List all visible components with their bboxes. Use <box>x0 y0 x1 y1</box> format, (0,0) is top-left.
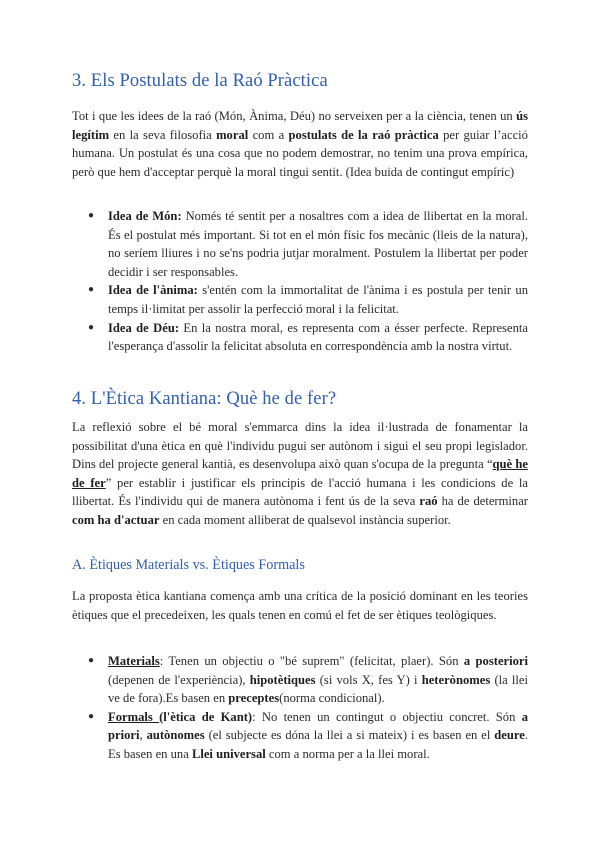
list-item: ● Idea de l'ànima: s'entén com la immortalitat de l'ànima i es postula per tenir un temps il·limitat per assolir la perfecció moral i la felicitat. <box>88 283 528 316</box>
bullet-icon: ● <box>88 284 95 296</box>
section-4-intro: La reflexió sobre el bé moral s'emmarca dins la idea il·lustrada de fonamentar la possibilitat d'una ètica en què l'individu pugui ser autònom i sigui el seu propi legislador. Dins del projecte general kantià, es desenvolupa això quan s'ocupa de la pregunta “què he de fer” per establir i justificar els principis de l'acció humana i les condicions de la llibertat. És l'individu qui de manera autònoma i fent ús de la seva raó ha de determinar com ha d'actuar en cada moment alliberat de qualsevol instància superior. <box>72 420 529 527</box>
list-item: ● Idea de Déu: En la nostra moral, es representa com a ésser perfecte. Representa l'esperança d'assolir la felicitat absoluta en correspondència amb la nostra virtut. <box>88 320 528 354</box>
section-3-intro: Tot i que les idees de la raó (Món, Ànima, Déu) no serveixen per a la ciència, tenen un ús legítim en la seva filosofia moral com a postulats de la raó pràctica per guiar l’acció humana. Un postulat és una cosa que no podem demostrar, no tenim una prova empírica, però que hem d'acceptar perquè la moral tingui sentit. (Idea buida de contingut empíric) <box>72 109 528 179</box>
list-item: ● Materials: Tenen un objectiu o "bé suprem" (felicitat, plaer). Són a posteriori (depenen de l'experiència), hipotètiques (si vols X, fes Y) i heterònomes (la llei ve de fora).Es basen en preceptes(norma condicional). <box>88 654 529 706</box>
list-item: ● Formals (l'ètica de Kant): No tenen un contingut o objectiu concret. Són a priori, autònomes (el subjecte es dóna la llei a si mateix) i es basen en el deure. Es basen en una Llei universal com a norma per a la llei moral. <box>88 709 528 761</box>
section-3-heading: 3. Els Postulats de la Raó Pràctica <box>72 71 328 91</box>
bullet-icon: ● <box>88 655 95 666</box>
bullet-icon: ● <box>88 321 95 333</box>
subsection-a-heading: A. Ètiques Materials vs. Ètiques Formals <box>72 557 305 573</box>
list-item: ● Idea de Món: Només té sentit per a nosaltres com a idea de llibertat en la moral. És el postulat més important. Si tot en el món físic fos mecànic (lleis de la natura), no seríem lliures i no se'ns podria jutjar moralment. Postulem la llibertat per poder decidir i ser responsables. <box>88 209 528 279</box>
subsection-a-intro: La proposta ètica kantiana comença amb una crítica de la posició dominant en les teories ètiques que el precedeixen, les quals tenen en comú el fet de ser ètiques teològiques. <box>72 589 528 622</box>
ethics-types-list <box>72 652 528 764</box>
section-4-heading: 4. L'Ètica Kantiana: Què he de fer? <box>72 389 337 409</box>
bullet-icon: ● <box>88 210 95 221</box>
bullet-icon: ● <box>88 710 95 722</box>
postulates-list <box>72 207 528 356</box>
